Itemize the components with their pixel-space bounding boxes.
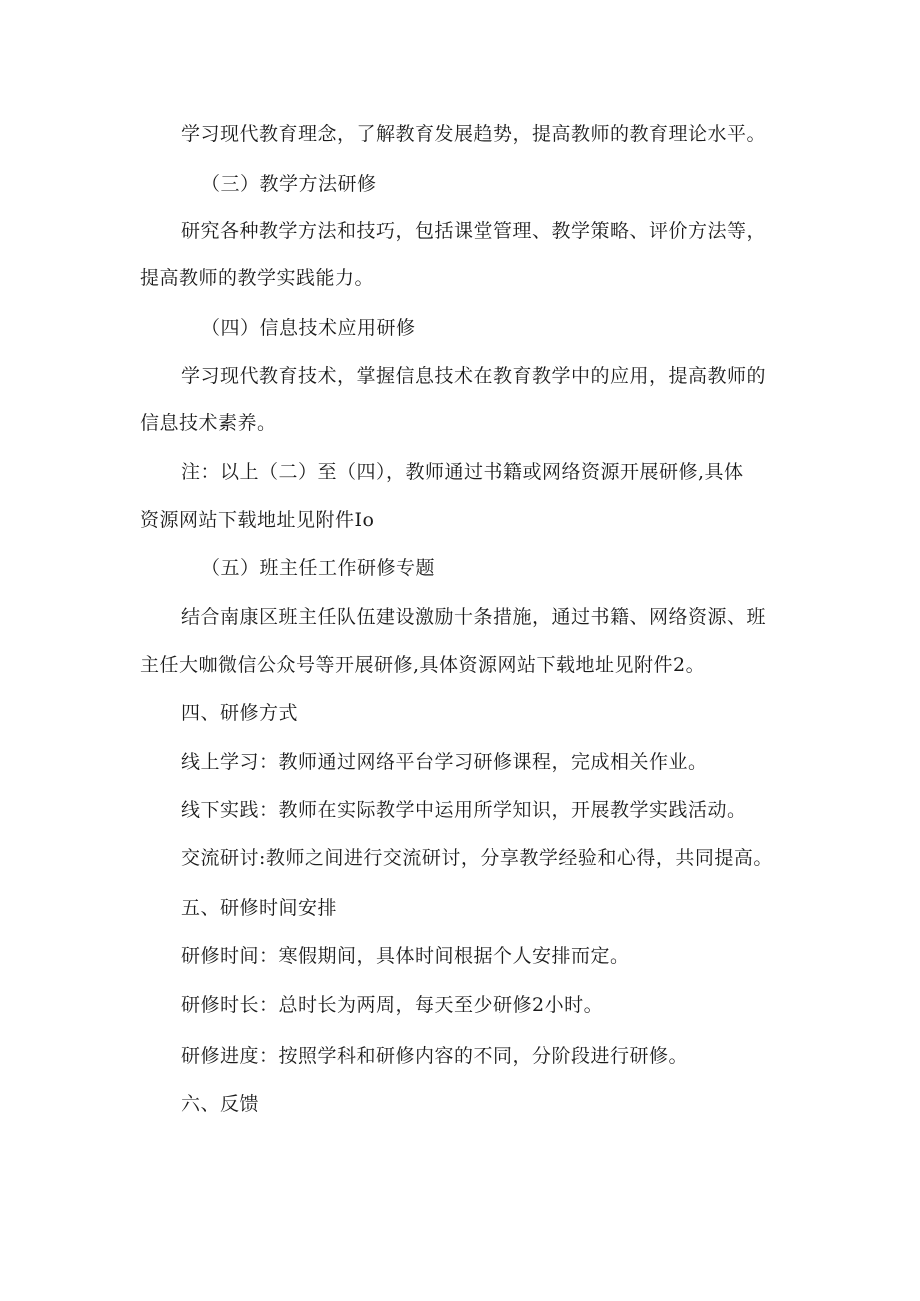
- paragraph-line: 结合南康区班主任队伍建设激励十条措施，通过书籍、网络资源、班: [181, 606, 767, 628]
- paragraph-line: 研修时间：寒假期间，具体时间根据个人安排而定。: [181, 945, 630, 967]
- paragraph-line: 学习现代教育理念，了解教育发展趋势，提高教师的教育理论水平。: [181, 123, 767, 145]
- paragraph-line: 线下实践：教师在实际教学中运用所学知识，开展教学实践活动。: [181, 799, 747, 821]
- section-heading: 四、研修方式: [181, 702, 299, 724]
- section-heading: （三）教学方法研修: [201, 173, 377, 195]
- paragraph-line: 研修时长：总时长为两周，每天至少研修2小时。: [181, 994, 604, 1016]
- section-heading: （五）班主任工作研修专题: [201, 557, 436, 579]
- paragraph-line: 主任大咖微信公众号等开展研修,具体资源网站下载地址见附件2。: [140, 654, 706, 676]
- paragraph-line: 交流研讨:教师之间进行交流研讨，分享教学经验和心得，共同提高。: [181, 847, 773, 869]
- paragraph-line: 研究各种教学方法和技巧，包括课堂管理、教学策略、评价方法等，: [181, 220, 767, 242]
- paragraph-line: 学习现代教育技术，掌握信息技术在教育教学中的应用，提高教师的: [181, 365, 767, 387]
- section-heading: 五、研修时间安排: [181, 897, 338, 919]
- paragraph-line: 提高教师的教学实践能力。: [140, 267, 375, 289]
- note-line: 注：以上（二）至（四），教师通过书籍或网络资源开展研修,具体: [181, 461, 744, 483]
- paragraph-line: 信息技术素养。: [140, 412, 277, 434]
- paragraph-line: 研修进度：按照学科和研修内容的不同，分阶段进行研修。: [181, 1045, 689, 1067]
- section-heading: （四）信息技术应用研修: [201, 317, 416, 339]
- section-heading: 六、反馈: [181, 1093, 260, 1115]
- paragraph-line: 线上学习：教师通过网络平台学习研修课程，完成相关作业。: [181, 751, 708, 773]
- note-line: 资源网站下载地址见附件Io: [140, 509, 375, 531]
